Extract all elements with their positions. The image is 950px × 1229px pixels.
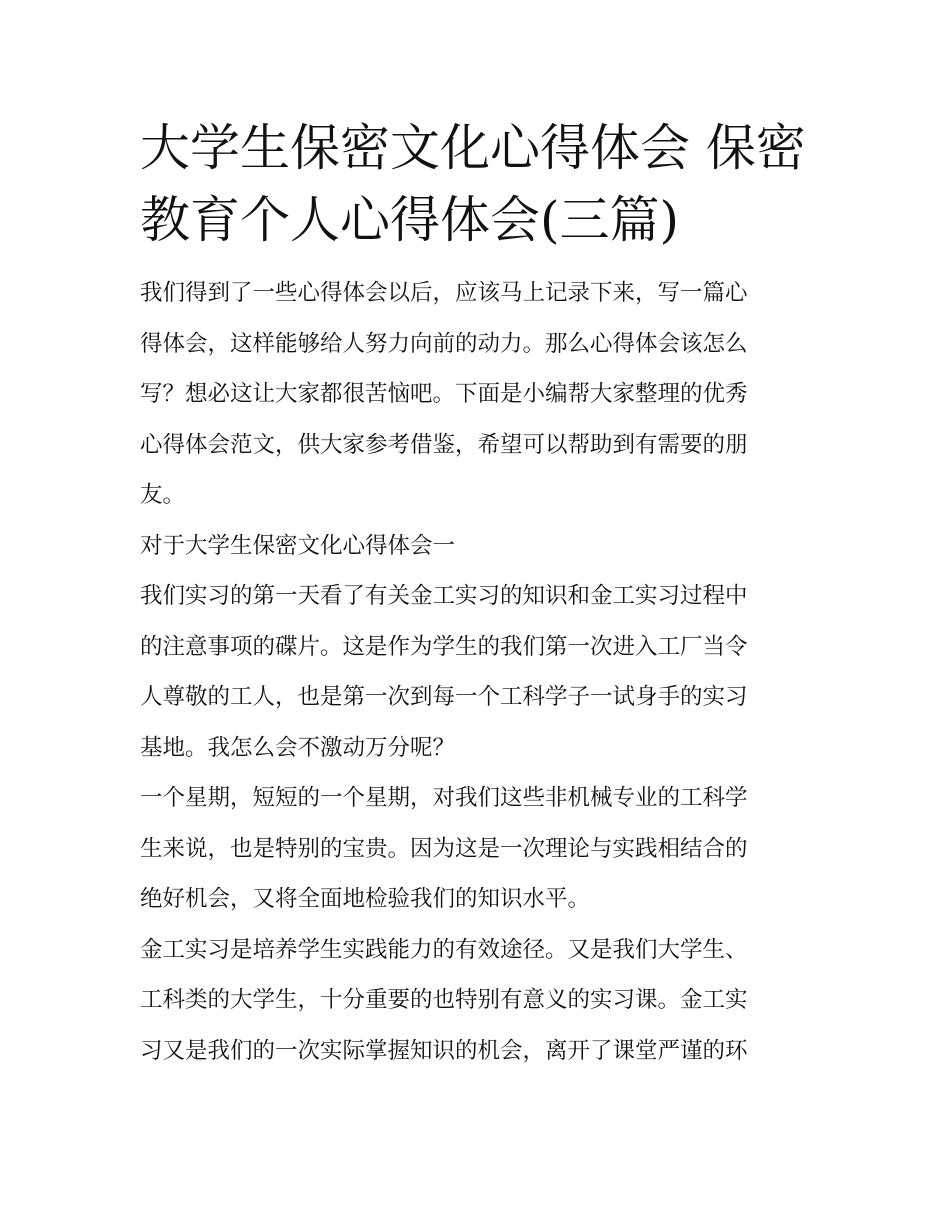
text-line: 人尊敬的工人，也是第一次到每一个工科学子一试身手的实习 [140,684,748,710]
text-line: 我们得到了一些心得体会以后，应该马上记录下来，写一篇心 [140,280,748,306]
document-content [140,112,815,1076]
document-body [140,268,815,1076]
text-line: 得体会，这样能够给人努力向前的动力。那么心得体会该怎么 [140,330,748,357]
text-line: 心得体会范文，供大家参考借鉴，希望可以帮助到有需要的朋 [140,431,748,458]
text-line: 的注意事项的碟片。这是作为学生的我们第一次进入工厂当令 [140,633,748,660]
document-title [140,112,815,256]
text-line: 我们实习的第一天看了有关金工实习的知识和金工实习过程中 [140,583,748,609]
text-line: 绝好机会，又将全面地检验我们的知识水平。 [140,886,591,912]
text-line: 写？想必这让大家都很苦恼吧。下面是小编帮大家整理的优秀 [140,381,748,407]
section-heading: 对于大学生保密文化心得体会一 [140,532,456,559]
text-line: 生来说，也是特别的宝贵。因为这是一次理论与实践相结合的 [140,835,748,862]
text-line: 一个星期，短短的一个星期，对我们这些非机械专业的工科学 [140,785,748,811]
text-line: 工科类的大学生，十分重要的也特别有意义的实习课。金工实 [140,987,748,1013]
text-line: 友。 [140,482,186,508]
title-line: 教育个人心得体会(三篇) [140,191,680,249]
title-line: 大学生保密文化心得体会 保密 [140,119,806,177]
text-line: 习又是我们的一次实际掌握知识的机会，离开了课堂严谨的环 [140,1037,748,1064]
text-line: 基地。我怎么会不激动万分呢？ [140,734,456,761]
text-line: 金工实习是培养学生实践能力的有效途径。又是我们大学生、 [140,936,748,963]
